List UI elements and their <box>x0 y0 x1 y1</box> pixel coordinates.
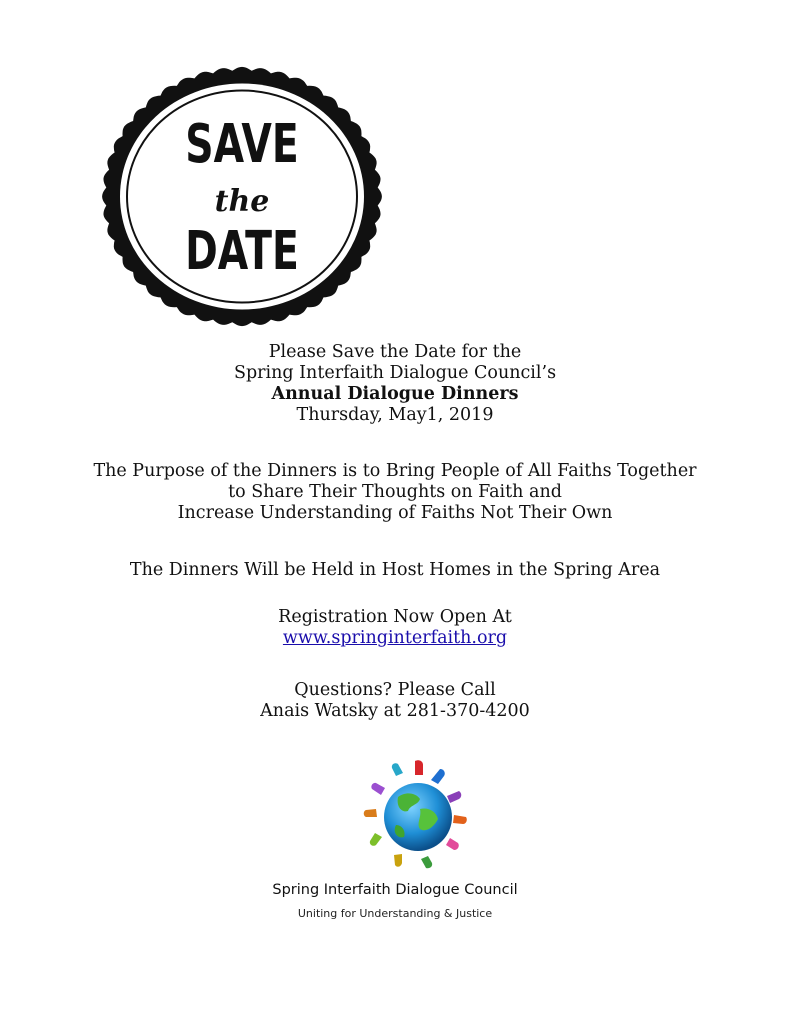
announcement-line-2: Spring Interfaith Dialogue Council’s <box>233 363 557 383</box>
badge-graphic <box>101 65 383 328</box>
org-name: Spring Interfaith Dialogue Council <box>272 882 518 898</box>
purpose-line-3: Increase Understanding of Faiths Not Their Own <box>177 503 613 523</box>
event-date: Thursday, May1, 2019 <box>296 405 494 425</box>
announcement-line-1: Please Save the Date for the <box>268 342 522 362</box>
contact-line-1: Questions? Please Call <box>294 680 496 700</box>
globe <box>384 783 452 851</box>
registration-link[interactable]: www.springinterfaith.org <box>282 628 508 648</box>
badge-date-text: DATE <box>185 219 299 283</box>
announcement <box>0 342 790 426</box>
contact-line-2: Anais Watsky at 281-370-4200 <box>260 701 530 721</box>
contact <box>0 680 790 722</box>
purpose-line-2: to Share Their Thoughts on Faith and <box>228 482 562 502</box>
location <box>0 560 790 581</box>
registration-label: Registration Now Open At <box>278 607 512 627</box>
globe-hands-icon <box>358 757 478 877</box>
purpose-line-1: The Purpose of the Dinners is to Bring People of All Faiths Together <box>93 461 697 481</box>
registration <box>0 607 790 649</box>
org-tagline: Uniting for Understanding & Justice <box>297 907 493 920</box>
location-text: The Dinners Will be Held in Host Homes in the Spring Area <box>129 560 661 580</box>
save-the-date-badge <box>101 65 383 328</box>
badge-the-text: the <box>214 184 270 219</box>
badge-save-text: SAVE <box>185 112 299 176</box>
event-name: Annual Dialogue Dinners <box>271 384 519 404</box>
purpose <box>0 461 790 524</box>
